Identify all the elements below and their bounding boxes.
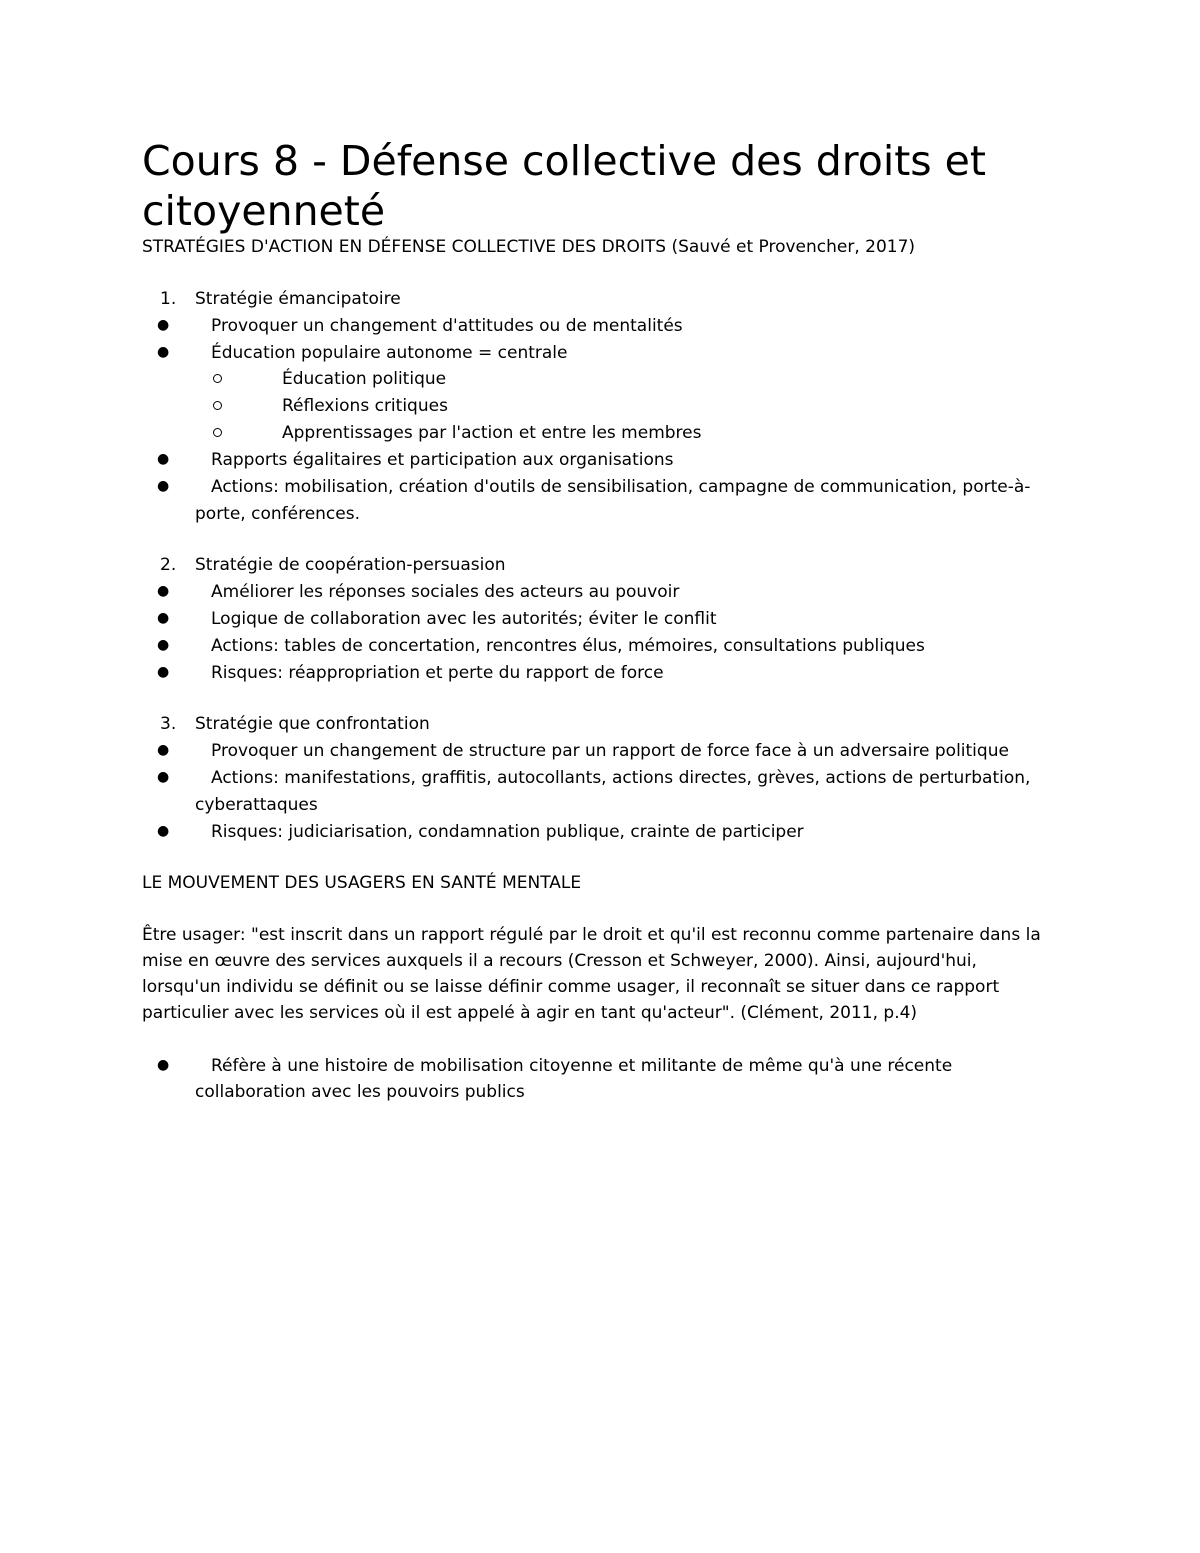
bullet-icon: ● [157,823,170,839]
list-item-continuation: cyberattaques [195,795,318,815]
list-item: Actions: mobilisation, création d'outils de sensibilisation, campagne de communication, porte-à- [211,477,1031,497]
strategy-2-heading: Stratégie de coopération-persuasion [195,555,506,575]
list-item: Actions: manifestations, graffitis, autocollants, actions directes, grèves, actions de perturbation, [211,768,1031,788]
strategy-1-heading: Stratégie émancipatoire [195,289,401,309]
strategy-3-heading: Stratégie que confrontation [195,714,430,734]
bullet-icon: ● [157,610,170,626]
list-item: Réfère à une histoire de mobilisation citoyenne et militante de même qu'à une récente [211,1056,953,1076]
section-subtitle: STRATÉGIES D'ACTION EN DÉFENSE COLLECTIVE DES DROITS (Sauvé et Provencher, 2017) [142,237,916,257]
bullet-icon: ● [157,478,170,494]
bullet-icon: ● [157,317,170,333]
list-item-continuation: collaboration avec les pouvoirs publics [195,1082,525,1102]
paragraph-line: lorsqu'un individu se définit ou se laisse définir comme usager, il reconnaît se situer dans ce rapport [142,977,1000,997]
list-item: Rapports égalitaires et participation aux organisations [211,450,674,470]
bullet-icon: ● [157,1057,170,1073]
strategy-3-number: 3. [160,714,177,734]
list-item: Améliorer les réponses sociales des acteurs au pouvoir [211,582,680,602]
bullet-icon: ● [157,451,170,467]
section-heading: LE MOUVEMENT DES USAGERS EN SANTÉ MENTALE [142,873,582,893]
bullet-icon: ● [157,637,170,653]
strategy-2-number: 2. [160,555,177,575]
paragraph-line: Être usager: "est inscrit dans un rapport régulé par le droit et qu'il est reconnu comme partenaire dans la [142,925,1041,945]
bullet-icon: ● [157,769,170,785]
bullet-icon: ● [157,583,170,599]
paragraph-line: particulier avec les services où il est appelé à agir en tant qu'acteur". (Clément, 2011, p.4) [142,1003,918,1023]
list-item: Logique de collaboration avec les autorités; éviter le conflit [211,609,717,629]
circle-bullet-icon [213,401,222,410]
list-item: Actions: tables de concertation, rencontres élus, mémoires, consultations publiques [211,636,925,656]
sub-list-item: Réflexions critiques [282,396,448,416]
strategy-1-number: 1. [160,289,177,309]
page-title: Cours 8 - Défense collective des droits et citoyenneté [142,137,986,235]
list-item: Provoquer un changement d'attitudes ou de mentalités [211,316,683,336]
circle-bullet-icon [213,428,222,437]
list-item-continuation: porte, conférences. [195,504,360,524]
list-item: Éducation populaire autonome = centrale [211,343,568,363]
circle-bullet-icon [213,374,222,383]
bullet-icon: ● [157,664,170,680]
bullet-icon: ● [157,344,170,360]
paragraph-line: mise en œuvre des services auxquels il a recours (Cresson et Schweyer, 2000). Ainsi, aujourd'hui, [142,951,977,971]
list-item: Provoquer un changement de structure par un rapport de force face à un adversaire politique [211,741,1009,761]
sub-list-item: Éducation politique [282,369,447,389]
sub-list-item: Apprentissages par l'action et entre les membres [282,423,702,443]
list-item: Risques: réappropriation et perte du rapport de force [211,663,664,683]
list-item: Risques: judiciarisation, condamnation publique, crainte de participer [211,822,804,842]
bullet-icon: ● [157,742,170,758]
